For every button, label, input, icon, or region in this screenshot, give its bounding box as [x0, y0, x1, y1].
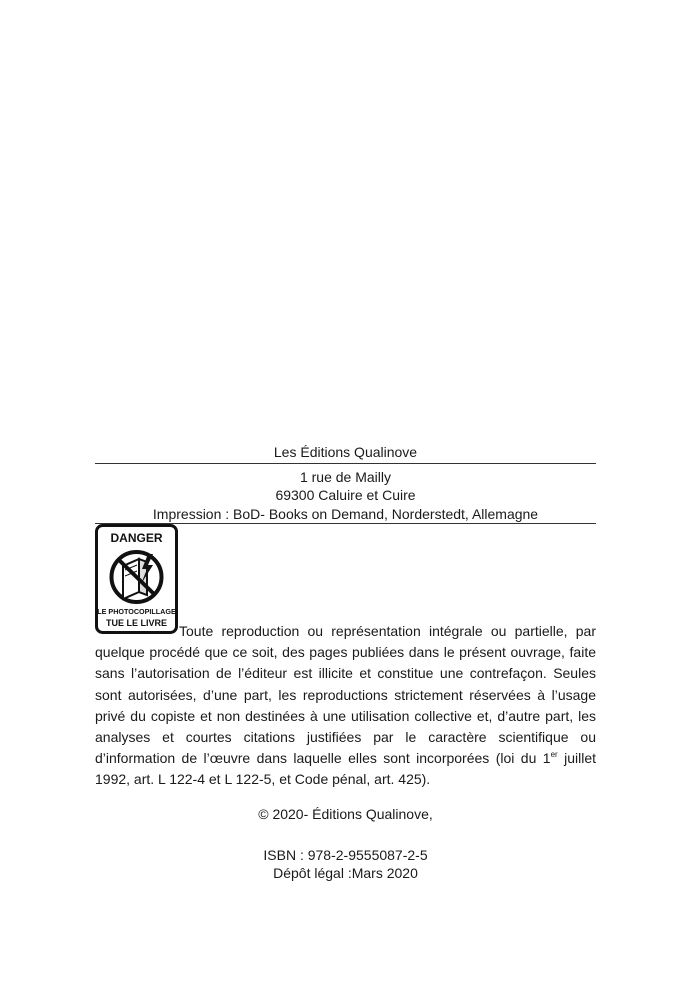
danger-photocopy-logo	[95, 524, 178, 634]
logo-line2-text: TUE LE LIVRE	[105, 618, 168, 628]
printing-info: Impression : BoD- Books on Demand, Norderstedt, Allemagne	[152, 506, 539, 522]
legal-deposit: Dépôt légal :Mars 2020	[273, 865, 418, 881]
logo-line1-text: LE PHOTOCOPILLAGE	[97, 607, 176, 616]
top-divider	[95, 463, 596, 464]
copyright-line: © 2020- Éditions Qualinove,	[258, 806, 433, 822]
logo-danger-text: DANGER	[110, 531, 163, 545]
address-street: 1 rue de Mailly	[299, 469, 392, 485]
notice-text-end: juillet 1992, art. L 122-4 et L 122-5, et Code pénal, art. 425).	[95, 750, 597, 788]
notice-superscript: er	[550, 750, 558, 760]
isbn: ISBN : 978-2-9555087-2-5	[263, 847, 428, 863]
publisher-name: Les Éditions Qualinove	[273, 444, 418, 460]
copyright-notice	[95, 621, 596, 791]
notice-text-main: Toute reproduction ou représentation intégrale ou partielle, par quelque procédé que ce soit, des pages publiées dans le présent ouvrage, faite sans l’autorisation de l’éditeur est illicite et constitue une contrefaçon. Seules sont autorisées, d’une part, les reproductions strictement réservées à l’usage privé du copiste et non destinées à une utilisation collective et, d’autre part, les analyses et courtes citations justifiées par le caractère scientifique ou d’information de l’œuvre dans laquelle elles sont incorporées (loi du 1	[95, 623, 596, 767]
address-city: 69300 Caluire et Cuire	[275, 487, 416, 503]
